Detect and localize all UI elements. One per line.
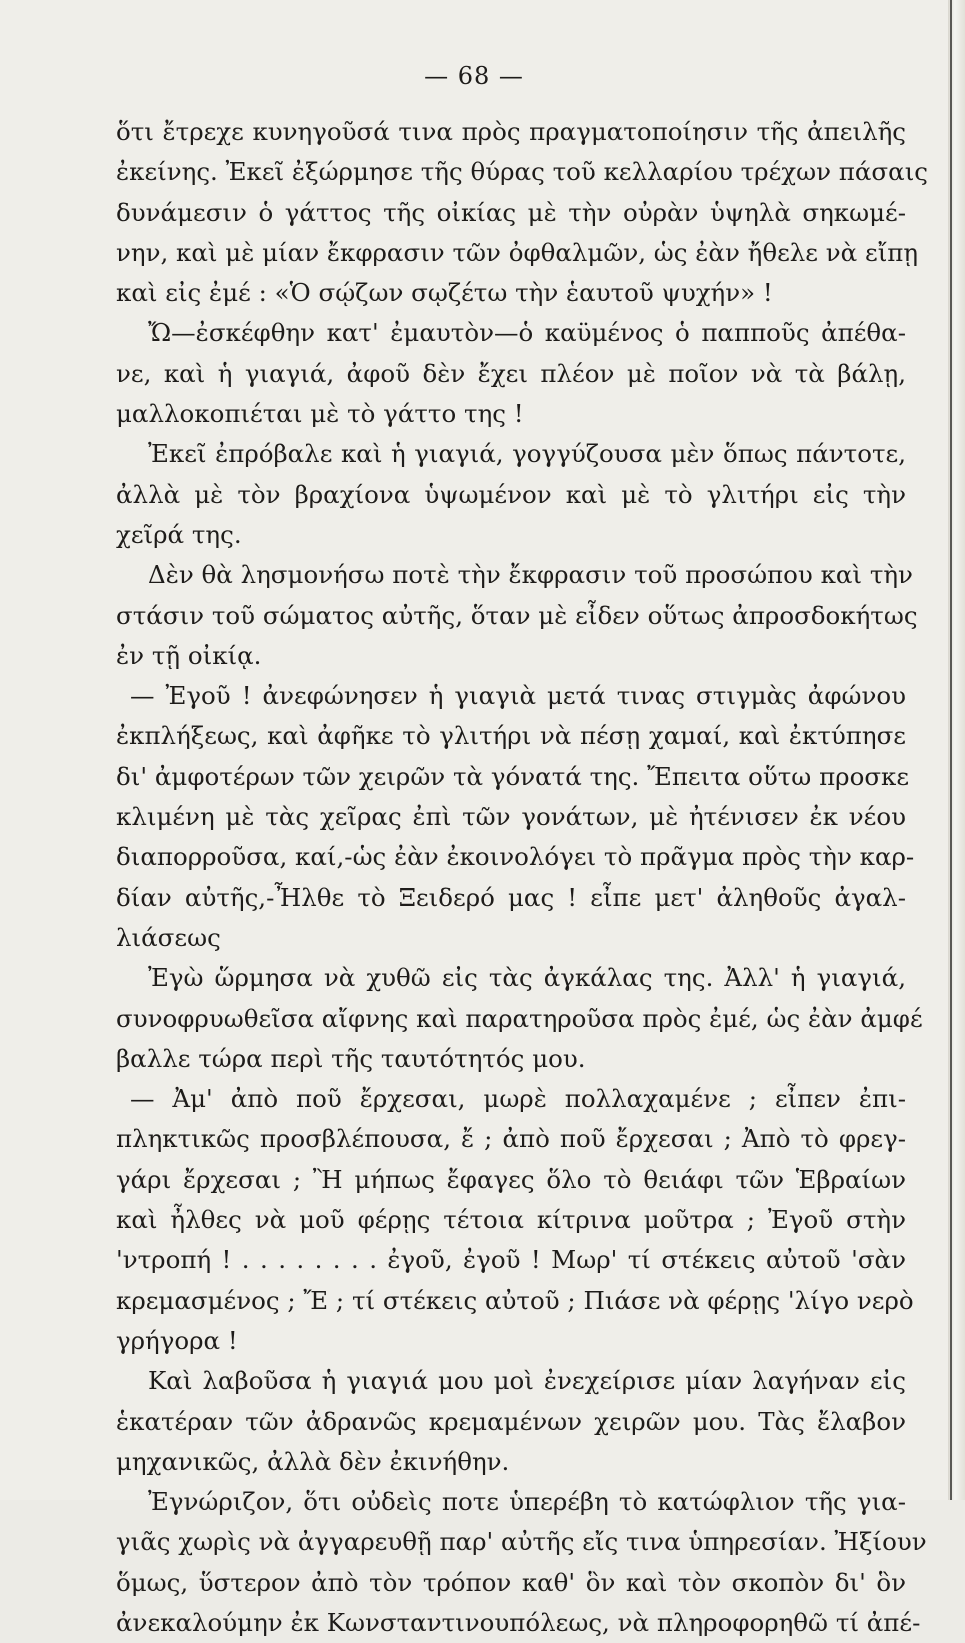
text-line: γρήγορα ! bbox=[116, 1325, 238, 1355]
text-line: καὶ εἰς ἐμέ : «Ὁ σῴζων σῳζέτω τὴν ἑαυτοῦ ψυχήν» ! bbox=[116, 278, 773, 308]
page-edge-line bbox=[950, 0, 952, 1500]
text-line: ἐκείνης. Ἐκεῖ ἐξώρμησε τῆς θύρας τοῦ κελλαρίου τρέχων πάσαις bbox=[116, 157, 929, 187]
text-line: κρεμασμένος ; Ἔ ; τί στέκεις αὐτοῦ ; Πιάσε νὰ φέρῃς 'λίγο νερὸ bbox=[116, 1285, 914, 1315]
text-line: — Ἐγοῦ ! ἀνεφώνησεν ἡ γιαγιὰ μετά τινας στιγμὰς ἀφώνου bbox=[130, 681, 906, 711]
text-line: νην, καὶ μὲ μίαν ἔκφρασιν τῶν ὀφθαλμῶν, ὡς ἐὰν ἤθελε νὰ εἴπῃ bbox=[116, 237, 919, 267]
text-line: συνοφρυωθεῖσα αἴφνης καὶ παρατηροῦσα πρὸς ἐμέ, ὡς ἐὰν ἀμφέ bbox=[116, 1003, 923, 1033]
text-line: κλιμένη μὲ τὰς χεῖρας ἐπὶ τῶν γονάτων, μὲ ἠτένισεν ἐκ νέου bbox=[116, 802, 906, 832]
text-line: Καὶ λαβοῦσα ἡ γιαγιά μου μοὶ ἐνεχείρισε μίαν λαγήναν εἰς bbox=[148, 1366, 906, 1396]
text-line: μαλλοκοπιέται μὲ τὸ γάττο της ! bbox=[116, 399, 524, 429]
text-line: στάσιν τοῦ σώματος αὐτῆς, ὅταν μὲ εἶδεν οὕτως ἀπροσδοκήτως bbox=[116, 600, 918, 630]
text-line: καὶ ἦλθες νὰ μοῦ φέρῃς τέτοια κίτρινα μοῦτρα ; Ἐγοῦ στὴν bbox=[116, 1205, 906, 1235]
text-line: δίαν αὐτῆς,-Ἦλθε τὸ Ξειδερό μας ! εἶπε μετ' ἀληθοῦς ἀγαλ- bbox=[116, 882, 906, 912]
text-line: βαλλε τώρα περὶ τῆς ταυτότητός μου. bbox=[116, 1043, 586, 1073]
text-line: γιᾶς χωρὶς νὰ ἀγγαρευθῇ παρ' αὐτῆς εἴς τινα ὑπηρεσίαν. Ἠξίουν bbox=[116, 1527, 927, 1557]
text-line: ὅμως, ὕστερον ἀπὸ τὸν τρόπον καθ' ὃν καὶ τὸν σκοπὸν δι' ὃν bbox=[116, 1567, 906, 1597]
page-number: — 68 — bbox=[424, 62, 524, 90]
text-line: ἀλλὰ μὲ τὸν βραχίονα ὑψωμένον καὶ μὲ τὸ γλιτήρι εἰς τὴν bbox=[116, 479, 906, 509]
text-line: Ἐγὼ ὥρμησα νὰ χυθῶ εἰς τὰς ἀγκάλας της. Ἀλλ' ἡ γιαγιά, bbox=[148, 963, 906, 993]
text-line: Δὲν θὰ λησμονήσω ποτὲ τὴν ἔκφρασιν τοῦ προσώπου καὶ τὴν bbox=[148, 560, 913, 590]
text-line: ἐκπλήξεως, καὶ ἀφῆκε τὸ γλιτήρι νὰ πέσῃ χαμαί, καὶ ἐκτύπησε bbox=[116, 721, 906, 751]
text-line: νε, καὶ ἡ γιαγιά, ἀφοῦ δὲν ἔχει πλέον μὲ ποῖον νὰ τὰ βάλῃ, bbox=[116, 358, 906, 388]
text-line: Ἐκεῖ ἐπρόβαλε καὶ ἡ γιαγιά, γογγύζουσα μὲν ὅπως πάντοτε, bbox=[148, 439, 906, 469]
text-line: 'ντροπή ! . . . . . . . . ἐγοῦ, ἐγοῦ ! Μωρ' τί στέκεις αὐτοῦ 'σὰν bbox=[116, 1245, 906, 1275]
text-line: ἑκατέραν τῶν ἀδρανῶς κρεμαμένων χειρῶν μου. Τὰς ἔλαβον bbox=[116, 1406, 906, 1436]
text-line: χεῖρά της. bbox=[116, 519, 242, 549]
text-line: γάρι ἔρχεσαι ; Ἢ μήπως ἔφαγες ὅλο τὸ θειάφι τῶν Ἑβραίων bbox=[116, 1164, 906, 1194]
text-line: δι' ἀμφοτέρων τῶν χειρῶν τὰ γόνατά της. Ἔπειτα οὕτω προσκε bbox=[116, 761, 910, 791]
text-line: πληκτικῶς προσβλέπουσα, ἔ ; ἀπὸ ποῦ ἔρχεσαι ; Ἀπὸ τὸ φρεγ- bbox=[116, 1124, 906, 1154]
text-line: ἐν τῇ οἰκίᾳ. bbox=[116, 640, 262, 670]
text-line: ὅτι ἔτρεχε κυνηγοῦσά τινα πρὸς πραγματοποίησιν τῆς ἀπειλῆς bbox=[116, 117, 906, 146]
text-line: δυνάμεσιν ὁ γάττος τῆς οἰκίας μὲ τὴν οὐρὰν ὑψηλὰ σηκωμέ- bbox=[116, 197, 906, 227]
text-line: λιάσεως bbox=[116, 922, 221, 952]
text-line: Ὤ—ἐσκέφθην κατ' ἐμαυτὸν—ὁ καϋμένος ὁ παπποῦς ἀπέθα- bbox=[148, 318, 906, 348]
text-line: διαπορροῦσα, καί,-ὡς ἐὰν ἐκοινολόγει τὸ πρᾶγμα πρὸς τὴν καρ- bbox=[116, 842, 915, 872]
text-line: ἀνεκαλούμην ἐκ Κωνσταντινουπόλεως, νὰ πληροφορηθῶ τί ἀπέ- bbox=[116, 1607, 921, 1637]
text-line: Ἐγνώριζον, ὅτι οὐδεὶς ποτε ὑπερέβη τὸ κατώφλιον τῆς για- bbox=[148, 1487, 906, 1517]
text-line: μηχανικῶς, ἀλλὰ δὲν ἐκινήθην. bbox=[116, 1446, 510, 1476]
body-text bbox=[116, 112, 929, 1643]
text-line: — Ἀμ' ἀπὸ ποῦ ἔρχεσαι, μωρὲ πολλαχαμένε ; εἶπεν ἐπι- bbox=[130, 1084, 906, 1114]
